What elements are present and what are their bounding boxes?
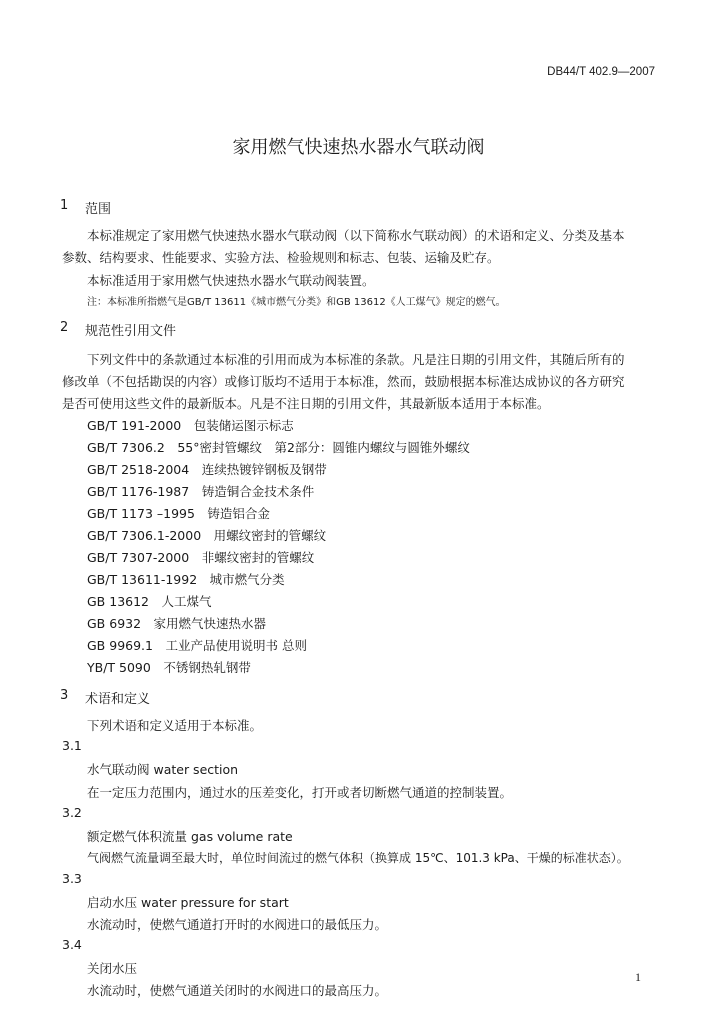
reference-item: GB/T 7307-2000 非螺纹密封的管螺纹	[87, 550, 315, 565]
page-number: 1	[635, 970, 641, 984]
reference-item: GB/T 1173 –1995 铸造铝合金	[87, 506, 270, 521]
document-title: 家用燃气快速热水器水气联动阀	[232, 137, 485, 158]
section-1-number: 1	[60, 198, 69, 213]
paragraph: 下列文件中的条款通过本标准的引用而成为本标准的条款。凡是注日期的引用文件，其随后所有的	[87, 352, 625, 367]
term-number: 3.3	[62, 871, 82, 886]
standard-code: DB44/T 402.9—2007	[547, 66, 655, 78]
reference-item: GB/T 13611-1992 城市燃气分类	[87, 572, 285, 587]
reference-item: GB 13612 人工煤气	[87, 594, 212, 609]
note: 注：本标准所指燃气是GB/T 13611《城市燃气分类》和GB 13612《人工煤气》规定的燃气。	[87, 297, 506, 308]
paragraph: 下列术语和定义适用于本标准。	[87, 718, 263, 733]
reference-item: GB/T 2518-2004 连续热镀锌钢板及钢带	[87, 462, 327, 477]
paragraph: 本标准适用于家用燃气快速热水器水气联动阀装置。	[87, 273, 375, 288]
paragraph: 本标准规定了家用燃气快速热水器水气联动阀（以下简称水气联动阀）的术语和定义、分类及基本	[87, 228, 625, 243]
section-3-number: 3	[60, 688, 69, 703]
term-definition: 水流动时，使燃气通道关闭时的水阀进口的最高压力。	[87, 983, 388, 998]
paragraph: 是否可使用这些文件的最新版本。凡是不注日期的引用文件，其最新版本适用于本标准。	[62, 396, 550, 411]
term-definition: 气阀燃气流量调至最大时，单位时间流过的燃气体积（换算成 15℃、101.3 kPa、干燥的标准状态）。	[87, 851, 629, 865]
reference-item: GB/T 1176-1987 铸造铜合金技术条件	[87, 484, 315, 499]
reference-item: GB 6932 家用燃气快速热水器	[87, 616, 267, 631]
term-number: 3.2	[62, 805, 82, 820]
term-name: 水气联动阀 water section	[87, 762, 239, 777]
reference-item: YB/T 5090 不锈钢热轧钢带	[87, 660, 251, 675]
section-2-number: 2	[60, 320, 69, 335]
term-definition: 在一定压力范围内，通过水的压差变化，打开或者切断燃气通道的控制装置。	[87, 785, 513, 800]
paragraph: 修改单（不包括勘误的内容）或修订版均不适用于本标准，然而，鼓励根据本标准达成协议的各方研究	[62, 374, 625, 389]
term-number: 3.1	[62, 738, 82, 753]
section-1-heading: 范围	[85, 202, 112, 217]
section-2-heading: 规范性引用文件	[85, 324, 177, 339]
reference-item: GB/T 7306.1-2000 用螺纹密封的管螺纹	[87, 528, 327, 543]
term-name: 启动水压 water pressure for start	[87, 895, 289, 910]
term-number: 3.4	[62, 937, 82, 952]
section-3-heading: 术语和定义	[85, 692, 151, 707]
reference-item: GB 9969.1 工业产品使用说明书 总则	[87, 638, 307, 653]
term-definition: 水流动时，使燃气通道打开时的水阀进口的最低压力。	[87, 917, 388, 932]
term-name: 额定燃气体积流量 gas volume rate	[87, 829, 293, 844]
reference-item: GB/T 191-2000 包装储运图示标志	[87, 418, 294, 433]
reference-item: GB/T 7306.2 55°密封管螺纹 第2部分：圆锥内螺纹与圆锥外螺纹	[87, 440, 470, 455]
term-name: 关闭水压	[87, 961, 138, 976]
paragraph: 参数、结构要求、性能要求、实验方法、检验规则和标志、包装、运输及贮存。	[62, 250, 500, 265]
